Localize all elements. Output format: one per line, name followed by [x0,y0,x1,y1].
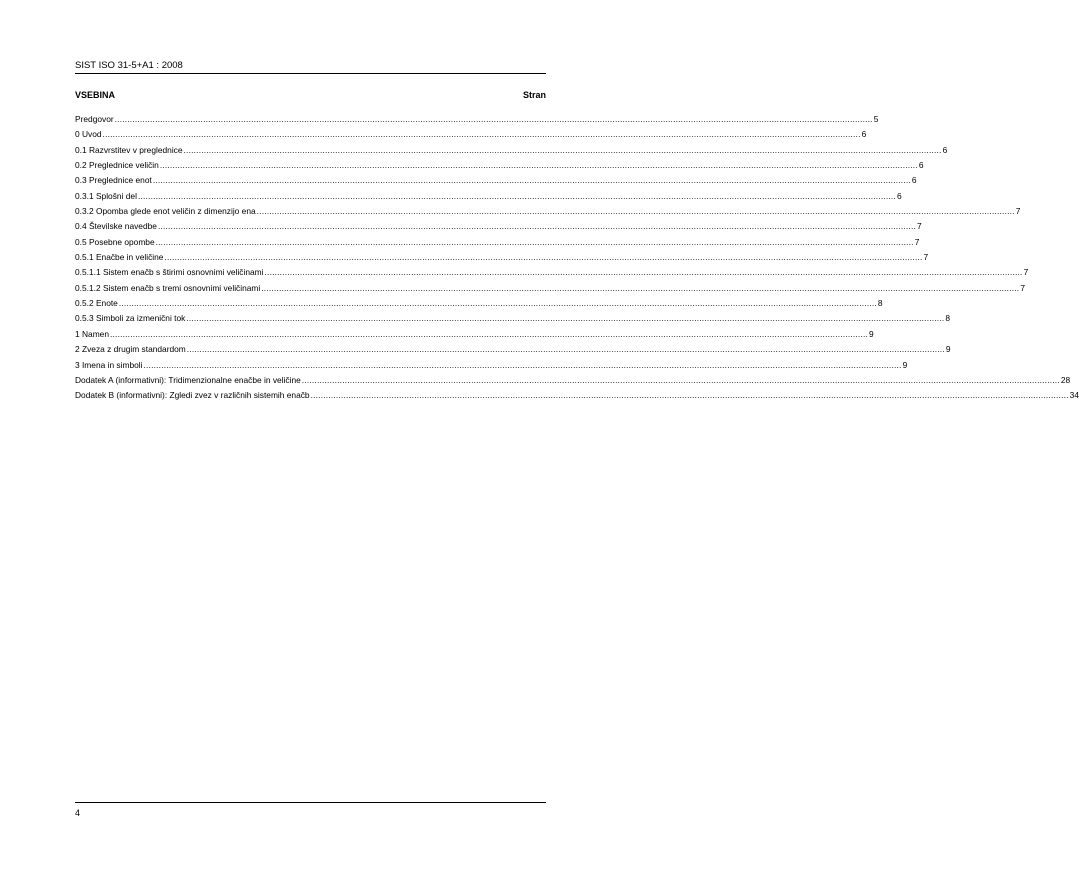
toc-item-title: Dodatek A (informativni): Tridimenzionalne enačbe in veličine [75,374,301,385]
toc-item[interactable] [75,281,1025,296]
toc-heading: VSEBINA [75,90,116,100]
toc-item-page: 7 [1020,282,1025,293]
toc-item[interactable] [75,235,920,250]
toc-item-title: 3 Imena in simboli [75,359,143,370]
toc-leader-dots: ............................................................................................................................................................................................................................................................................................................ [118,298,877,309]
toc-item-title: 2 Zveza z drugim standardom [75,344,186,355]
toc-item-page: 7 [1023,267,1029,278]
toc-item-page: 34 [1069,390,1079,401]
toc-leader-dots: ............................................................................................................................................................................................................................................................................................................ [264,267,1023,278]
toc-item[interactable] [75,189,902,204]
toc-item[interactable] [75,173,917,188]
toc-item[interactable] [75,250,929,265]
toc-item-title: 0.5 Posebne opombe [75,236,155,247]
toc-item-page: 7 [917,221,922,232]
toc-item-title: 0.5.1.1 Sistem enačb s štirimi osnovnimi veličinami [75,267,264,278]
toc-item-title: 0.1 Razvrstitev v preglednice [75,144,183,155]
toc-leader-dots: ............................................................................................................................................................................................................................................................................................................ [114,114,873,124]
toc-item-page: 9 [902,359,908,370]
toc-item-page: 6 [942,144,948,155]
toc-item-page: 6 [918,160,924,171]
toc-item-page: 28 [1060,374,1071,385]
toc-item-page: 8 [877,298,883,309]
toc-item-title: 0.5.1 Enačbe in veličine [75,252,164,263]
toc-item[interactable] [75,112,879,127]
header-divider [75,73,546,74]
toc-item[interactable] [75,158,924,173]
toc-item-page: 7 [1015,206,1021,217]
toc-item-title: 0.3.2 Opomba glede enot veličin z dimenzijo ena [75,206,256,217]
toc-leader-dots: ............................................................................................................................................................................................................................................................................................................ [183,144,942,155]
toc-leader-dots: ............................................................................................................................................................................................................................................................................................................ [102,129,861,140]
toc-leader-dots: ............................................................................................................................................................................................................................................................................................................ [261,282,1020,293]
toc-item-title: 0 Uvod [75,129,102,140]
toc-page-column-label: Stran [522,90,546,100]
toc-item-page: 7 [923,252,929,263]
toc-item-page: 6 [861,129,867,140]
toc-item-title: 0.5.1.2 Sistem enačb s tremi osnovnimi veličinami [75,282,261,293]
toc-item-title: Predgovor [75,114,114,124]
toc-item-title: 0.5.3 Simboli za izmenični tok [75,313,186,324]
toc-item-page: 6 [897,190,902,201]
page-number: 4 [75,808,81,818]
toc-leader-dots: ............................................................................................................................................................................................................................................................................................................ [137,190,896,201]
toc-item[interactable] [75,143,948,158]
toc-leader-dots: ............................................................................................................................................................................................................................................................................................................ [152,175,911,186]
toc-item-page: 5 [873,114,879,124]
toc-leader-dots: ............................................................................................................................................................................................................................................................................................................ [143,359,902,370]
toc-leader-dots: ............................................................................................................................................................................................................................................................................................................ [109,328,869,339]
toc-item[interactable] [75,265,1029,280]
toc-leader-dots: ............................................................................................................................................................................................................................................................................................................ [159,160,918,171]
toc-item-page: 8 [945,313,951,324]
toc-item[interactable] [75,204,1021,219]
toc-item[interactable] [75,358,908,373]
toc-item[interactable] [75,388,1079,403]
toc-leader-dots: ............................................................................................................................................................................................................................................................................................................ [164,252,923,263]
toc-leader-dots: ............................................................................................................................................................................................................................................................................................................ [186,344,945,355]
toc-item-title: 0.3.1 Splošni del [75,190,137,201]
toc-item-title: Dodatek B (informativni): Zgledi zvez v različnih sistemih enačb [75,390,310,401]
toc-leader-dots: ............................................................................................................................................................................................................................................................................................................ [310,390,1069,401]
toc-item-title: 1 Namen [75,328,109,339]
toc-item[interactable] [75,219,922,234]
toc-heading-row [75,90,546,102]
toc-leader-dots: ............................................................................................................................................................................................................................................................................................................ [157,221,917,232]
toc-item-page: 6 [911,175,917,186]
toc-leader-dots: ............................................................................................................................................................................................................................................................................................................ [186,313,945,324]
toc-leader-dots: ............................................................................................................................................................................................................................................................................................................ [301,374,1060,385]
document-id: SIST ISO 31-5+A1 : 2008 [75,60,183,71]
toc-item[interactable] [75,311,951,326]
table-of-contents [75,112,1079,404]
toc-item-page: 9 [945,344,951,355]
toc-item-page: 7 [914,236,920,247]
toc-item[interactable] [75,327,874,342]
toc-item[interactable] [75,373,1071,388]
toc-item-title: 0.2 Preglednice veličin [75,160,159,171]
toc-leader-dots: ............................................................................................................................................................................................................................................................................................................ [155,236,914,247]
toc-item[interactable] [75,342,951,357]
toc-item[interactable] [75,127,867,142]
toc-item[interactable] [75,296,883,311]
toc-item-title: 0.4 Številske navedbe [75,221,157,232]
toc-leader-dots: ............................................................................................................................................................................................................................................................................................................ [256,206,1015,217]
toc-item-title: 0.3 Preglednice enot [75,175,152,186]
toc-item-page: 9 [869,328,874,339]
toc-item-title: 0.5.2 Enote [75,298,118,309]
footer-divider [75,802,546,803]
